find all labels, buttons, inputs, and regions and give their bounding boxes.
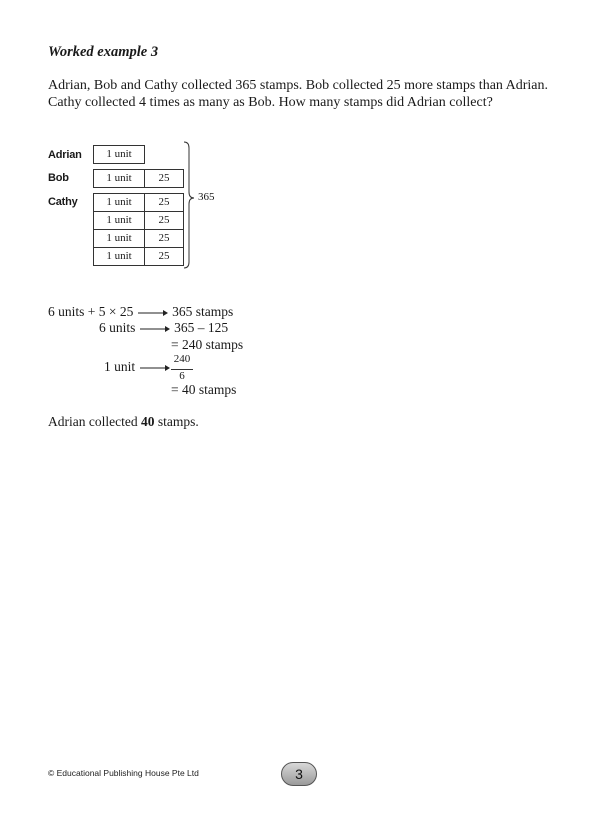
conclusion-suffix: stamps. [154,414,199,429]
arrow-icon [139,325,171,333]
solution-line-1 [48,304,233,320]
total-label: 365 [198,191,215,203]
conclusion-prefix: Adrian collected [48,414,141,429]
bar-model [0,0,600,300]
page-number: 3 [281,762,317,786]
line4-left: 1 unit [104,359,136,374]
problem-text: Adrian, Bob and Cathy collected 365 stamps. Bob collected 25 more stamps than Adrian. Cathy collected 4 times as many as Bob. How many stamps did Adrian collect? [48,78,549,110]
conclusion [48,414,199,430]
example-heading: Worked example 3 [48,44,159,60]
solution-line-2 [99,320,228,336]
arrow-icon [139,364,171,372]
bob-unit-cell: 1 unit [93,169,145,188]
solution-line-4 [104,359,171,375]
label-cathy: Cathy [48,196,78,208]
cathy-extra-cell: 25 [144,247,184,266]
cathy-extra-cell: 25 [144,229,184,248]
copyright-footer: © Educational Publishing House Pte Ltd [48,768,199,778]
solution-line-5: = 40 stamps [171,382,237,397]
conclusion-value: 40 [140,414,155,429]
label-adrian: Adrian [48,149,82,161]
cathy-unit-cell: 1 unit [93,193,145,212]
adrian-unit-cell: 1 unit [93,145,145,164]
total-brace [183,140,197,270]
line2-left: 6 units [99,320,136,335]
cathy-unit-cell: 1 unit [93,229,145,248]
cathy-unit-cell: 1 unit [93,247,145,266]
arrow-icon [137,309,169,317]
cathy-unit-cell: 1 unit [93,211,145,230]
fraction-denominator: 6 [179,370,185,382]
solution-line-3: = 240 stamps [171,337,244,352]
label-bob: Bob [48,172,69,184]
line1-left: 6 units + 5 × 25 [48,304,134,319]
cathy-extra-cell: 25 [144,211,184,230]
cathy-extra-cell: 25 [144,193,184,212]
line2-right: 365 – 125 [174,320,229,335]
line1-right: 365 stamps [172,304,234,319]
fraction-numerator: 240 [173,353,191,365]
bob-extra-cell: 25 [144,169,184,188]
